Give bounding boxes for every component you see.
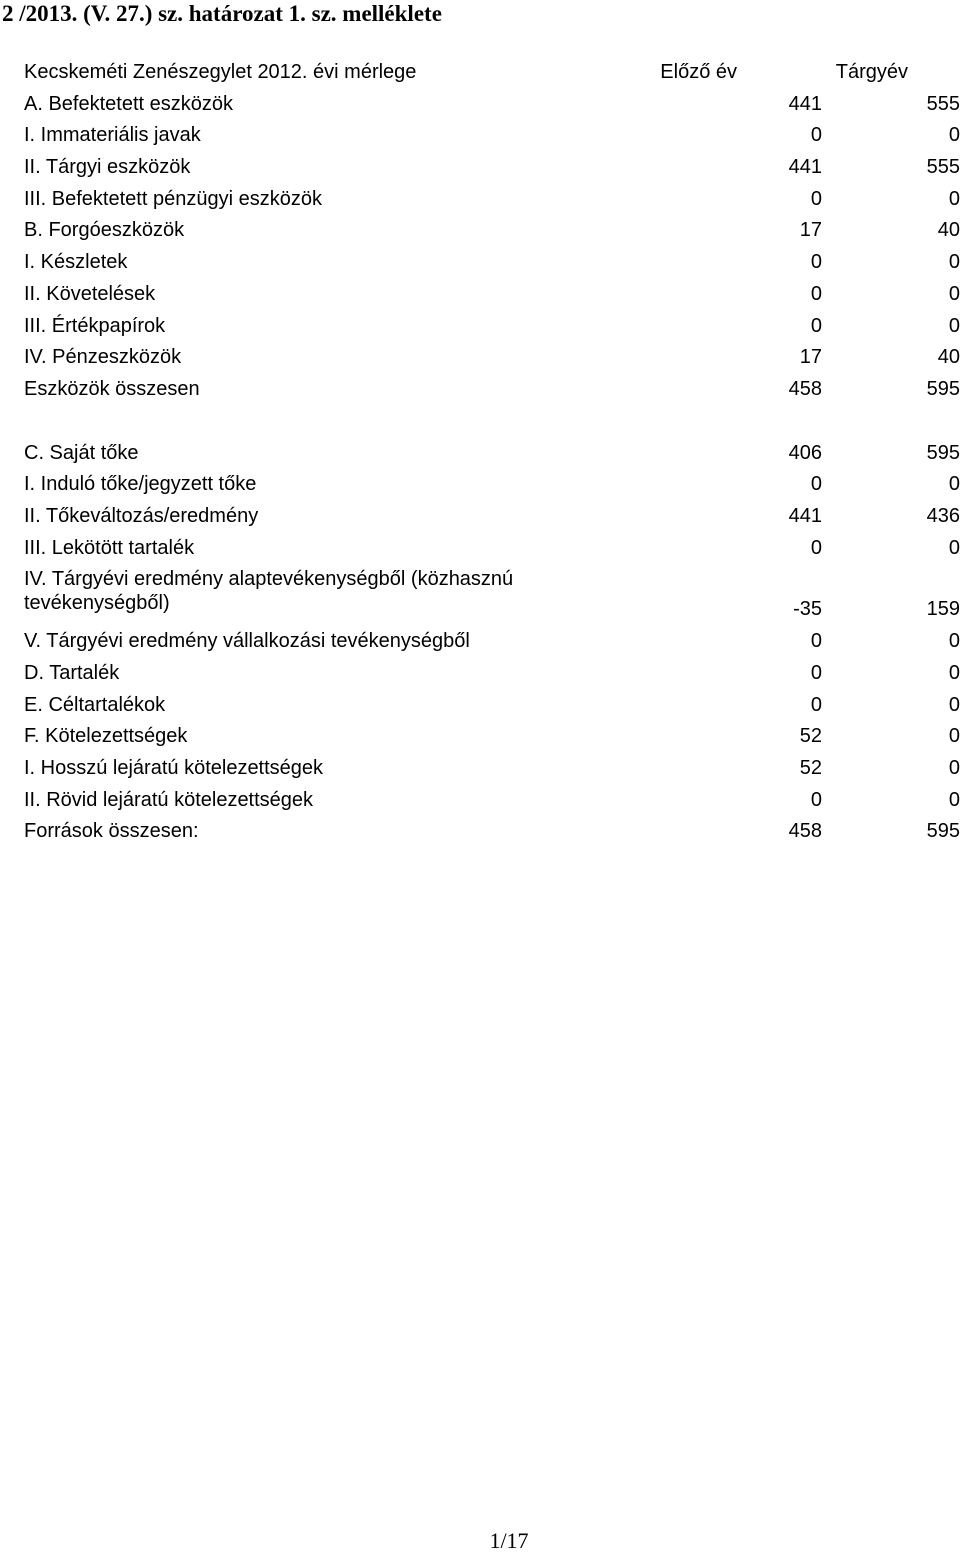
previous-year-value: 17 xyxy=(799,346,822,369)
previous-year-value: 0 xyxy=(810,473,822,496)
column-header-current-year: Tárgyév xyxy=(835,61,908,83)
balance-sheet-table xyxy=(24,56,960,847)
previous-year-value: 0 xyxy=(810,251,822,274)
row-label: III. Értékpapírok xyxy=(24,314,166,337)
current-year-value: 0 xyxy=(948,473,960,496)
current-year-value: 555 xyxy=(926,92,960,115)
previous-year-value: 441 xyxy=(788,92,822,115)
row-label: C. Saját tőke xyxy=(24,441,139,464)
row-label: F. Kötelezettségek xyxy=(24,725,188,748)
previous-year-value: 17 xyxy=(799,219,822,242)
current-year-value: 0 xyxy=(948,662,960,684)
previous-year-value: 441 xyxy=(788,156,822,179)
previous-year-value: 0 xyxy=(810,662,822,684)
current-year-value: 159 xyxy=(926,598,960,621)
row-label: V. Tárgyévi eredmény vállalkozási tevékenységből xyxy=(24,630,470,653)
table-row xyxy=(24,373,960,405)
previous-year-value: 0 xyxy=(810,788,822,811)
current-year-value: 595 xyxy=(926,377,960,400)
row-label: IV. Pénzeszközök xyxy=(24,346,182,369)
document-heading: 2 /2013. (V. 27.) sz. határozat 1. sz. melléklete xyxy=(2,1,442,26)
row-label: III. Lekötött tartalék xyxy=(24,536,195,559)
previous-year-value: -35 xyxy=(793,598,822,621)
previous-year-value: 406 xyxy=(788,441,822,464)
assets-section xyxy=(24,88,960,405)
table-title: Kecskeméti Zenészegylet 2012. évi mérlege xyxy=(24,61,417,83)
table-row xyxy=(24,88,960,120)
table-row xyxy=(24,689,960,721)
table-row xyxy=(24,752,960,784)
row-label: I. Induló tőke/jegyzett tőke xyxy=(24,473,257,496)
table-row xyxy=(24,214,960,246)
table-row xyxy=(24,468,960,500)
current-year-value: 40 xyxy=(937,219,960,242)
table-row xyxy=(24,784,960,816)
liabilities-section xyxy=(24,437,960,848)
table-row xyxy=(24,625,960,657)
row-label: III. Befektetett pénzügyi eszközök xyxy=(24,187,322,210)
table-row xyxy=(24,563,960,625)
table-row xyxy=(24,532,960,564)
column-header-previous-year: Előző év xyxy=(660,61,737,83)
row-label: II. Követelések xyxy=(24,282,156,305)
table-row xyxy=(24,500,960,532)
row-label: I. Készletek xyxy=(24,251,128,274)
current-year-value: 555 xyxy=(926,156,960,179)
current-year-value: 0 xyxy=(948,187,960,210)
current-year-value: 0 xyxy=(948,282,960,305)
row-label: Eszközök összesen xyxy=(24,377,200,400)
previous-year-value: 0 xyxy=(810,124,822,147)
previous-year-value: 458 xyxy=(788,820,822,843)
current-year-value: 0 xyxy=(948,251,960,274)
previous-year-value: 0 xyxy=(810,187,822,210)
table-row xyxy=(24,341,960,373)
current-year-value: 595 xyxy=(926,441,960,464)
previous-year-value: 0 xyxy=(810,693,822,716)
row-label: II. Tárgyi eszközök xyxy=(24,156,191,179)
row-label: A. Befektetett eszközök xyxy=(24,92,233,115)
row-label: D. Tartalék xyxy=(24,662,120,684)
table-row xyxy=(24,119,960,151)
row-label: II. Tőkeváltozás/eredmény xyxy=(24,504,259,527)
table-row xyxy=(24,278,960,310)
current-year-value: 0 xyxy=(948,124,960,147)
previous-year-value: 0 xyxy=(810,314,822,337)
row-label: II. Rövid lejáratú kötelezettségek xyxy=(24,788,314,811)
table-row xyxy=(24,183,960,215)
previous-year-value: 0 xyxy=(810,536,822,559)
table-row xyxy=(24,246,960,278)
table-row xyxy=(24,151,960,183)
current-year-value: 595 xyxy=(926,820,960,843)
table-row xyxy=(24,815,960,847)
current-year-value: 0 xyxy=(948,757,960,780)
row-label: E. Céltartalékok xyxy=(24,693,166,716)
previous-year-value: 52 xyxy=(799,725,822,748)
table-row xyxy=(24,310,960,342)
current-year-value: 0 xyxy=(948,788,960,811)
section-spacer xyxy=(24,405,960,437)
table-row xyxy=(24,657,960,689)
current-year-value: 0 xyxy=(948,314,960,337)
row-label: Források összesen: xyxy=(24,820,199,843)
current-year-value: 40 xyxy=(937,346,960,369)
current-year-value: 0 xyxy=(948,725,960,748)
page-number: 1/17 xyxy=(489,1528,529,1553)
previous-year-value: 52 xyxy=(799,757,822,780)
previous-year-value: 441 xyxy=(788,504,822,527)
row-label: I. Immateriális javak xyxy=(24,124,201,147)
current-year-value: 436 xyxy=(926,504,960,527)
previous-year-value: 0 xyxy=(810,282,822,305)
row-label: IV. Tárgyévi eredmény alaptevékenységből (közhasznú tevékenységből) xyxy=(24,568,514,615)
previous-year-value: 458 xyxy=(788,377,822,400)
current-year-value: 0 xyxy=(948,536,960,559)
current-year-value: 0 xyxy=(948,693,960,716)
table-row xyxy=(24,720,960,752)
table-row xyxy=(24,437,960,469)
table-header-row xyxy=(24,56,960,88)
previous-year-value: 0 xyxy=(810,630,822,653)
row-label: B. Forgóeszközök xyxy=(24,219,185,242)
row-label: I. Hosszú lejáratú kötelezettségek xyxy=(24,757,324,780)
current-year-value: 0 xyxy=(948,630,960,653)
